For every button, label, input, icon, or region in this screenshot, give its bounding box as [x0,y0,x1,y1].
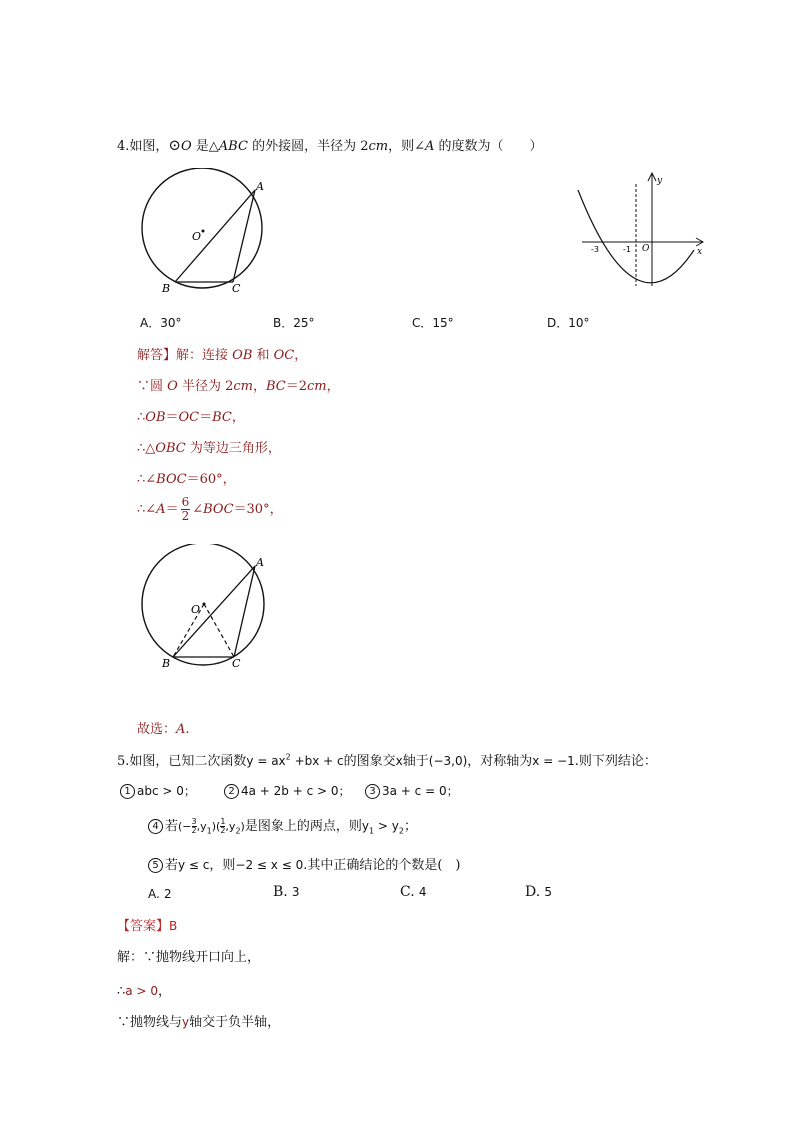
solution-text: 为等边三角形， [185,441,281,456]
q5-stem-text: 5.如图，已知二次函数 [117,754,247,769]
label-o: O [192,230,202,243]
solution-text: ， [157,984,171,999]
q5-stem-text: ，对称轴为 [467,754,533,769]
solution-cm: cm [233,379,253,394]
solution-text: ∵圆 [137,379,168,394]
solution-bc: BC [265,379,286,394]
solution-text: ∴∠ [137,502,157,517]
option-letter: D. [525,884,541,900]
q5-conclusion-5 [148,854,461,873]
q4-choice [137,718,190,737]
point-1: ,y [196,820,207,833]
solution-a: A [156,502,166,517]
solution-text: ∴ [117,984,126,999]
solution-cm: cm [307,379,327,394]
solution-text: 轴交于负半轴， [189,1015,281,1030]
choice-text: . [185,722,190,737]
fraction-denominator: 2 [181,509,190,523]
choice-text: 故选： [137,722,177,737]
x-axis-label: x [697,247,703,257]
q5-conclusions-row1 [120,782,196,799]
circle-symbol: ⊙ [168,136,181,154]
conclusion-1: abc > 0； [137,784,196,798]
q5-stem-text: 轴于 [402,754,429,769]
q4-circle-figure [130,168,280,300]
q4-solution-line1 [137,344,307,363]
option-value: 3 [291,885,300,899]
q5-conclusion-2 [224,782,351,799]
q4-stem-o: O [180,139,192,154]
solution-oc: OC [178,410,200,425]
circled-number-2: 2 [224,784,239,799]
segment-oc [204,604,234,657]
q5-point: (−3,0) [428,754,468,768]
tick-minus3: -3 [591,245,599,254]
circled-number-5: 5 [148,858,163,873]
solution-obc: OBC [155,441,186,456]
label-c: C [232,657,241,670]
q5-conclusion-3 [365,782,459,799]
solution-text: 解：∵抛物线开口向上， [117,950,261,965]
condition: y ≤ c [178,858,210,872]
circled-number-3: 3 [365,784,380,799]
subscript: 1 [368,826,375,836]
q4-solution-figure [130,544,280,676]
q4-stem-abc: ABC [218,139,248,154]
answer-label: 【答案】 [117,919,170,934]
y-axis-label: y [657,176,663,186]
segment-ab [175,190,255,282]
q4-stem-text: 是△ [191,139,219,154]
solution-math: a > 0 [125,984,158,998]
q5-stem-text: 的图象交 [343,754,396,769]
q5-option-d[interactable] [525,884,552,900]
conclusion-text: 若 [165,819,179,834]
solution-text: ＝ [165,502,179,517]
subscript: 1 [206,826,212,836]
point-1: (− [178,820,192,833]
solution-heading: 解答】 [137,348,177,363]
q4-option-a[interactable]: A．30° [140,316,182,330]
solution-text: ＝60°， [186,472,236,487]
fraction-numerator: 3 [191,817,197,826]
q5-solution-line3 [117,1011,280,1030]
fraction-numerator: 6 [181,495,190,509]
label-o: O [191,603,201,616]
center-point [202,230,205,233]
q5-axis-eq: x = −1 [532,754,575,768]
label-c: C [232,282,241,295]
label-b: B [162,282,171,295]
solution-ob: OB [232,348,253,363]
solution-text: ∠ [192,502,204,517]
q4-stem-text: 的外接圆，半径为 2 [247,139,369,154]
solution-text: ， [294,348,308,363]
label-a: A [256,556,264,569]
label-a: A [256,180,264,193]
solution-text: 半径为 2 [177,379,234,394]
segment-ac [233,190,255,282]
q5-option-c[interactable] [400,884,426,900]
q5-formula: +bx + c [290,754,344,768]
circled-number-4: 4 [148,819,163,834]
q4-solution-line5 [137,468,236,487]
tick-minus1: -1 [623,245,631,254]
center-point [203,603,206,606]
q4-option-c[interactable]: C．15° [412,316,454,330]
circled-number-1: 1 [120,784,135,799]
solution-text: ∴△ [137,441,156,456]
conclusion-text: ； [403,819,417,834]
q5-formula: y = ax [246,754,286,768]
q5-conclusion-4 [148,815,417,836]
q5-option-b[interactable] [273,884,300,900]
solution-o: O [167,379,178,394]
solution-oc: OC [273,348,295,363]
q4-stem-text: 4.如图， [117,139,169,154]
q4-stem-cm: cm [368,139,389,154]
solution-text: ， [326,379,340,394]
origin-label: O [642,244,650,254]
solution-math: y [182,1015,190,1029]
solution-bc: BC [212,410,232,425]
fraction-numerator: 1 [220,817,226,826]
y1: y [361,819,369,833]
fraction-denominator: 2 [191,826,197,835]
solution-text: ＝2 [285,379,308,394]
q5-solution-line2 [117,980,171,999]
solution-text: ∵抛物线与 [117,1015,183,1030]
parabola-graph [572,168,708,292]
fraction-denominator: 2 [220,826,226,835]
point-2: ) [240,820,245,833]
option-letter: C. [400,884,415,900]
solution-text: ∴∠ [137,472,157,487]
q4-solution-line2 [137,375,340,394]
q4-stem-text: 的度数为（ ） [434,139,543,154]
q5-stem [117,750,657,769]
option-letter: A. [148,887,160,901]
option-value: 5 [544,885,552,899]
q4-option-b[interactable]: B．25° [273,316,315,330]
option-letter: B. [273,884,288,900]
fraction [181,496,191,523]
q5-x: x [395,754,403,768]
q4-solution-line4 [137,437,281,456]
solution-text: ＝ [165,410,179,425]
conclusion-2: 4a + 2b + c > 0； [241,784,351,798]
q5-answer [117,915,177,934]
choice-letter: A [176,722,186,737]
subscript: 2 [398,826,404,836]
conclusion-3: 3a + c = 0； [382,784,459,798]
circumcircle [142,168,262,288]
q5-stem-text: .则下列结论： [574,754,657,769]
answer-value: B [169,919,178,933]
q5-exponent: 2 [285,752,291,762]
q4-stem-a: A [425,139,435,154]
conclusion-text: .其中正确结论的个数是( ) [303,858,461,873]
solution-text: ＝ [199,410,213,425]
conclusion-text: 是图象上的两点，则 [244,819,362,834]
conclusion-text: ，则 [209,858,236,873]
solution-boc: BOC [156,472,187,487]
option-value: 2 [163,887,172,901]
q4-stem-text: ，则∠ [388,139,425,154]
q4-option-d[interactable]: D．10° [547,316,590,330]
option-value: 4 [418,885,427,899]
segment-ac [234,566,255,657]
y2: > y [374,819,399,833]
solution-text: 和 [252,348,274,363]
q5-option-a[interactable] [148,887,172,902]
subscript: 2 [235,826,241,836]
solution-text: ＝30°， [233,502,283,517]
solution-boc: BOC [203,502,234,517]
q4-solution-line3 [137,406,245,425]
point-2: )( [211,820,221,833]
solution-text: 解：连接 [176,348,233,363]
solution-ob: OB [145,410,166,425]
q4-stem [117,135,543,154]
label-b: B [162,657,171,670]
conclusion-text: 若 [165,858,179,873]
solution-text: ， [231,410,245,425]
range: −2 ≤ x ≤ 0 [235,858,304,872]
solution-text: ∴ [137,410,146,425]
q5-solution-line1 [117,946,260,965]
point-2: ,y [225,820,236,833]
solution-text: ， [252,379,266,394]
segment-ab [173,566,255,657]
q4-solution-line6 [137,496,283,523]
